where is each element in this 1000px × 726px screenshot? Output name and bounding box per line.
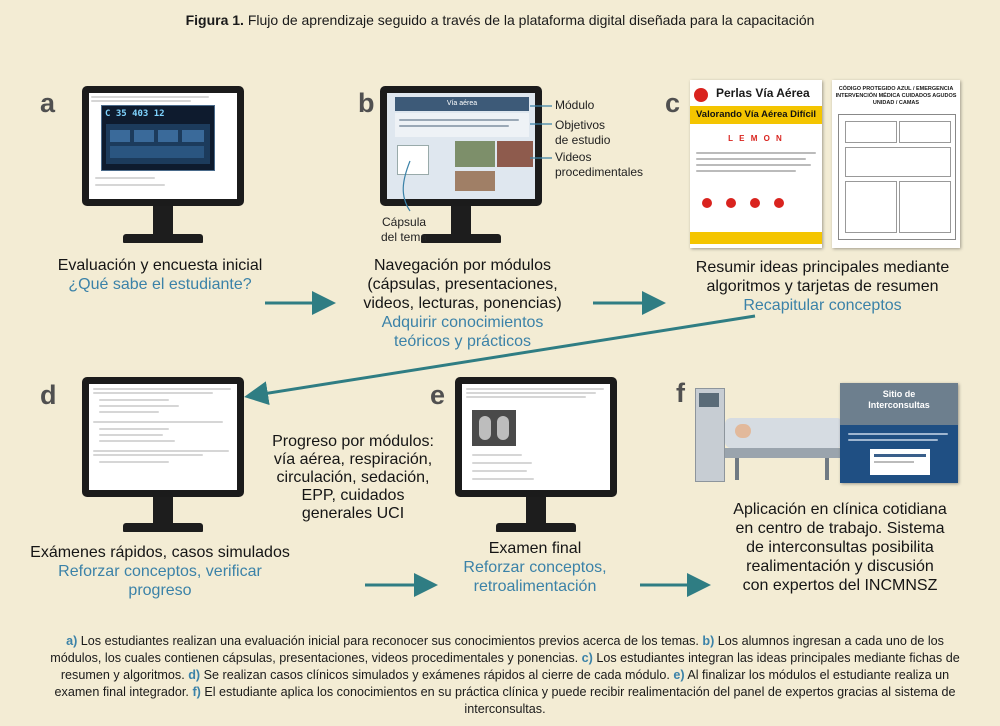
step-a-letter: a	[40, 88, 56, 118]
label-modulo: Módulo	[555, 98, 595, 112]
card-codigo-title3: UNIDAD / CAMAS	[872, 100, 920, 106]
step-f-letter: f	[676, 378, 685, 408]
caption-text-d: Se realizan casos clínicos simulados y exámenes rápidos al cierre de cada módulo.	[200, 668, 674, 682]
bed-icon	[725, 448, 843, 458]
card-codigo-title1: CÓDIGO PROTEGIDO AZUL / EMERGENCIA	[838, 86, 954, 92]
screen-b-pointers	[380, 86, 560, 236]
step-a-line1: Evaluación y encuesta inicial	[57, 257, 263, 274]
label-capsula-line1: Cápsula	[382, 215, 427, 229]
step-f-line4: realimentación y discusión	[746, 558, 934, 575]
step-f-line5: con expertos del INCMNSZ	[742, 577, 938, 594]
step-c-line1: Resumir ideas principales mediante	[695, 259, 950, 276]
label-capsula-line2: del tema	[381, 230, 428, 244]
caption-key-d: d)	[188, 668, 201, 682]
step-f-line2: en centro de trabajo. Sistema	[735, 520, 945, 537]
label-videos	[555, 150, 643, 180]
site-card	[870, 449, 930, 475]
card-perlas-title1: Perlas Vía Aérea	[716, 86, 810, 100]
caption-text-e: Al finalizar los módulos el estudiante realiza un examen final integrador.	[54, 668, 950, 699]
card-codigo-flowchart	[838, 114, 956, 240]
progress-line5: generales UCI	[301, 505, 405, 522]
step-c-letter: c	[665, 88, 681, 118]
card-codigo	[832, 80, 960, 248]
caption-key-e: e)	[673, 668, 685, 682]
progress-line3: circulación, sedación,	[276, 469, 430, 486]
card-codigo-title2: INTERVENCIÓN MÉDICA CUIDADOS AGUDOS	[835, 93, 957, 99]
step-b-q2: teóricos y prácticos	[394, 333, 531, 350]
figure-caption	[50, 633, 960, 718]
step-e-q2: retroalimentación	[473, 578, 597, 595]
site-body	[848, 433, 948, 449]
progress-line4: EPP, cuidados	[301, 487, 405, 504]
label-capsula	[381, 215, 427, 245]
caption-text-c: Los estudiantes integran las ideas principales mediante fichas de resumen y algoritmos.	[60, 651, 960, 682]
step-c-line2: algoritmos y tarjetas de resumen	[706, 278, 939, 295]
card-perlas-lemon: L E M O N	[728, 134, 784, 143]
step-f-line1: Aplicación en clínica cotidiana	[733, 501, 947, 518]
caption-key-f: f)	[192, 685, 201, 699]
step-b-line1: Navegación por módulos	[374, 257, 551, 274]
label-videos-line1: Videos	[555, 150, 592, 164]
step-d-line1: Exámenes rápidos, casos simulados	[30, 544, 290, 561]
step-e-line1: Examen final	[488, 540, 582, 557]
card-perlas	[690, 80, 822, 248]
card-perlas-footer	[690, 232, 822, 244]
screen-e-options	[472, 454, 534, 480]
step-a-question: ¿Qué sabe el estudiante?	[68, 276, 252, 293]
caption-key-a: a)	[66, 634, 78, 648]
step-e-q1: Reforzar conceptos,	[463, 559, 607, 576]
caption-key-c: c)	[581, 651, 593, 665]
figure-title-text: Flujo de aprendizaje seguido a través de la plataforma digital diseñada para la capacitación	[247, 12, 815, 28]
monitor-a-base	[123, 234, 203, 243]
step-e-text	[440, 539, 630, 596]
progress-text	[258, 433, 448, 523]
step-b-letter: b	[358, 88, 375, 118]
label-objetivos-line1: Objetivos	[555, 118, 606, 132]
caption-text-a: Los estudiantes realizan una evaluación inicial para reconocer sus conocimientos previos acerca de los temas.	[77, 634, 703, 648]
step-d-text	[10, 543, 310, 600]
interconsultas-site	[840, 383, 958, 483]
screen-b-header: Vía aérea	[395, 97, 529, 111]
xray-image	[472, 410, 516, 446]
site-title-line1: Sitio de	[882, 389, 916, 399]
step-c-question: Recapitular conceptos	[743, 297, 902, 314]
step-d-q1: Reforzar conceptos, verificar	[58, 563, 262, 580]
label-videos-line2: procedimentales	[555, 165, 644, 179]
progress-line2: vía aérea, respiración,	[273, 451, 433, 468]
step-b-line3: videos, lecturas, ponencias)	[363, 295, 562, 312]
site-title-line2: Interconsultas	[868, 400, 930, 410]
caption-key-b: b)	[702, 634, 715, 648]
monitor-a-stand	[153, 206, 173, 234]
caption-text-f: El estudiante aplica los conocimientos en su práctica clínica y puede recibir realimentación del panel de expertos gracias al sistema de interconsultas.	[200, 685, 956, 716]
card-codigo-title	[832, 86, 960, 107]
lungs-icon	[750, 198, 760, 208]
caption-text-b: Los alumnos ingresan a cada uno de los módulos, los cuales contienen cápsulas, presentaciones, videos procedimentales y ponencias.	[50, 634, 944, 665]
lungs-icon	[726, 198, 736, 208]
figure-title-prefix: Figura 1.	[185, 12, 244, 28]
monitor-d-base	[123, 523, 203, 532]
lungs-icon	[774, 198, 784, 208]
step-f-text	[705, 500, 975, 595]
card-perlas-title2: Valorando Vía Aérea Difícil	[690, 106, 822, 124]
step-a-text	[30, 256, 290, 294]
step-c-text	[670, 258, 975, 315]
screen-d-quiz	[93, 388, 233, 463]
site-title	[840, 389, 958, 411]
screen-a-options	[95, 177, 165, 186]
patient-bed-illustration	[695, 388, 845, 484]
screen-e-question	[466, 388, 606, 398]
label-objetivos	[555, 118, 610, 148]
logo-icon	[694, 88, 708, 102]
progress-line1: Progreso por módulos:	[272, 433, 434, 450]
monitor-e-stand	[526, 497, 546, 523]
ventilator-screen: C 35 403 12	[101, 105, 215, 171]
monitor-e-base	[496, 523, 576, 532]
step-b-line2: (cápsulas, presentaciones,	[367, 276, 558, 293]
step-b-q1: Adquirir conocimientos	[381, 314, 544, 331]
label-objetivos-line2: de estudio	[555, 133, 611, 147]
screen-a-text	[91, 96, 211, 102]
monitor-e	[455, 377, 617, 497]
monitor-a	[82, 86, 244, 206]
monitor-d-stand	[153, 497, 173, 523]
step-e-letter: e	[430, 380, 446, 410]
ventilator-icon	[695, 388, 725, 482]
monitor-d	[82, 377, 244, 497]
card-perlas-body	[696, 152, 816, 176]
patient-head-icon	[735, 424, 751, 438]
lungs-icon	[702, 198, 712, 208]
step-b-text	[330, 256, 595, 351]
step-d-q2: progreso	[128, 582, 192, 599]
step-f-line3: de interconsultas posibilita	[746, 539, 934, 556]
step-d-letter: d	[40, 380, 57, 410]
